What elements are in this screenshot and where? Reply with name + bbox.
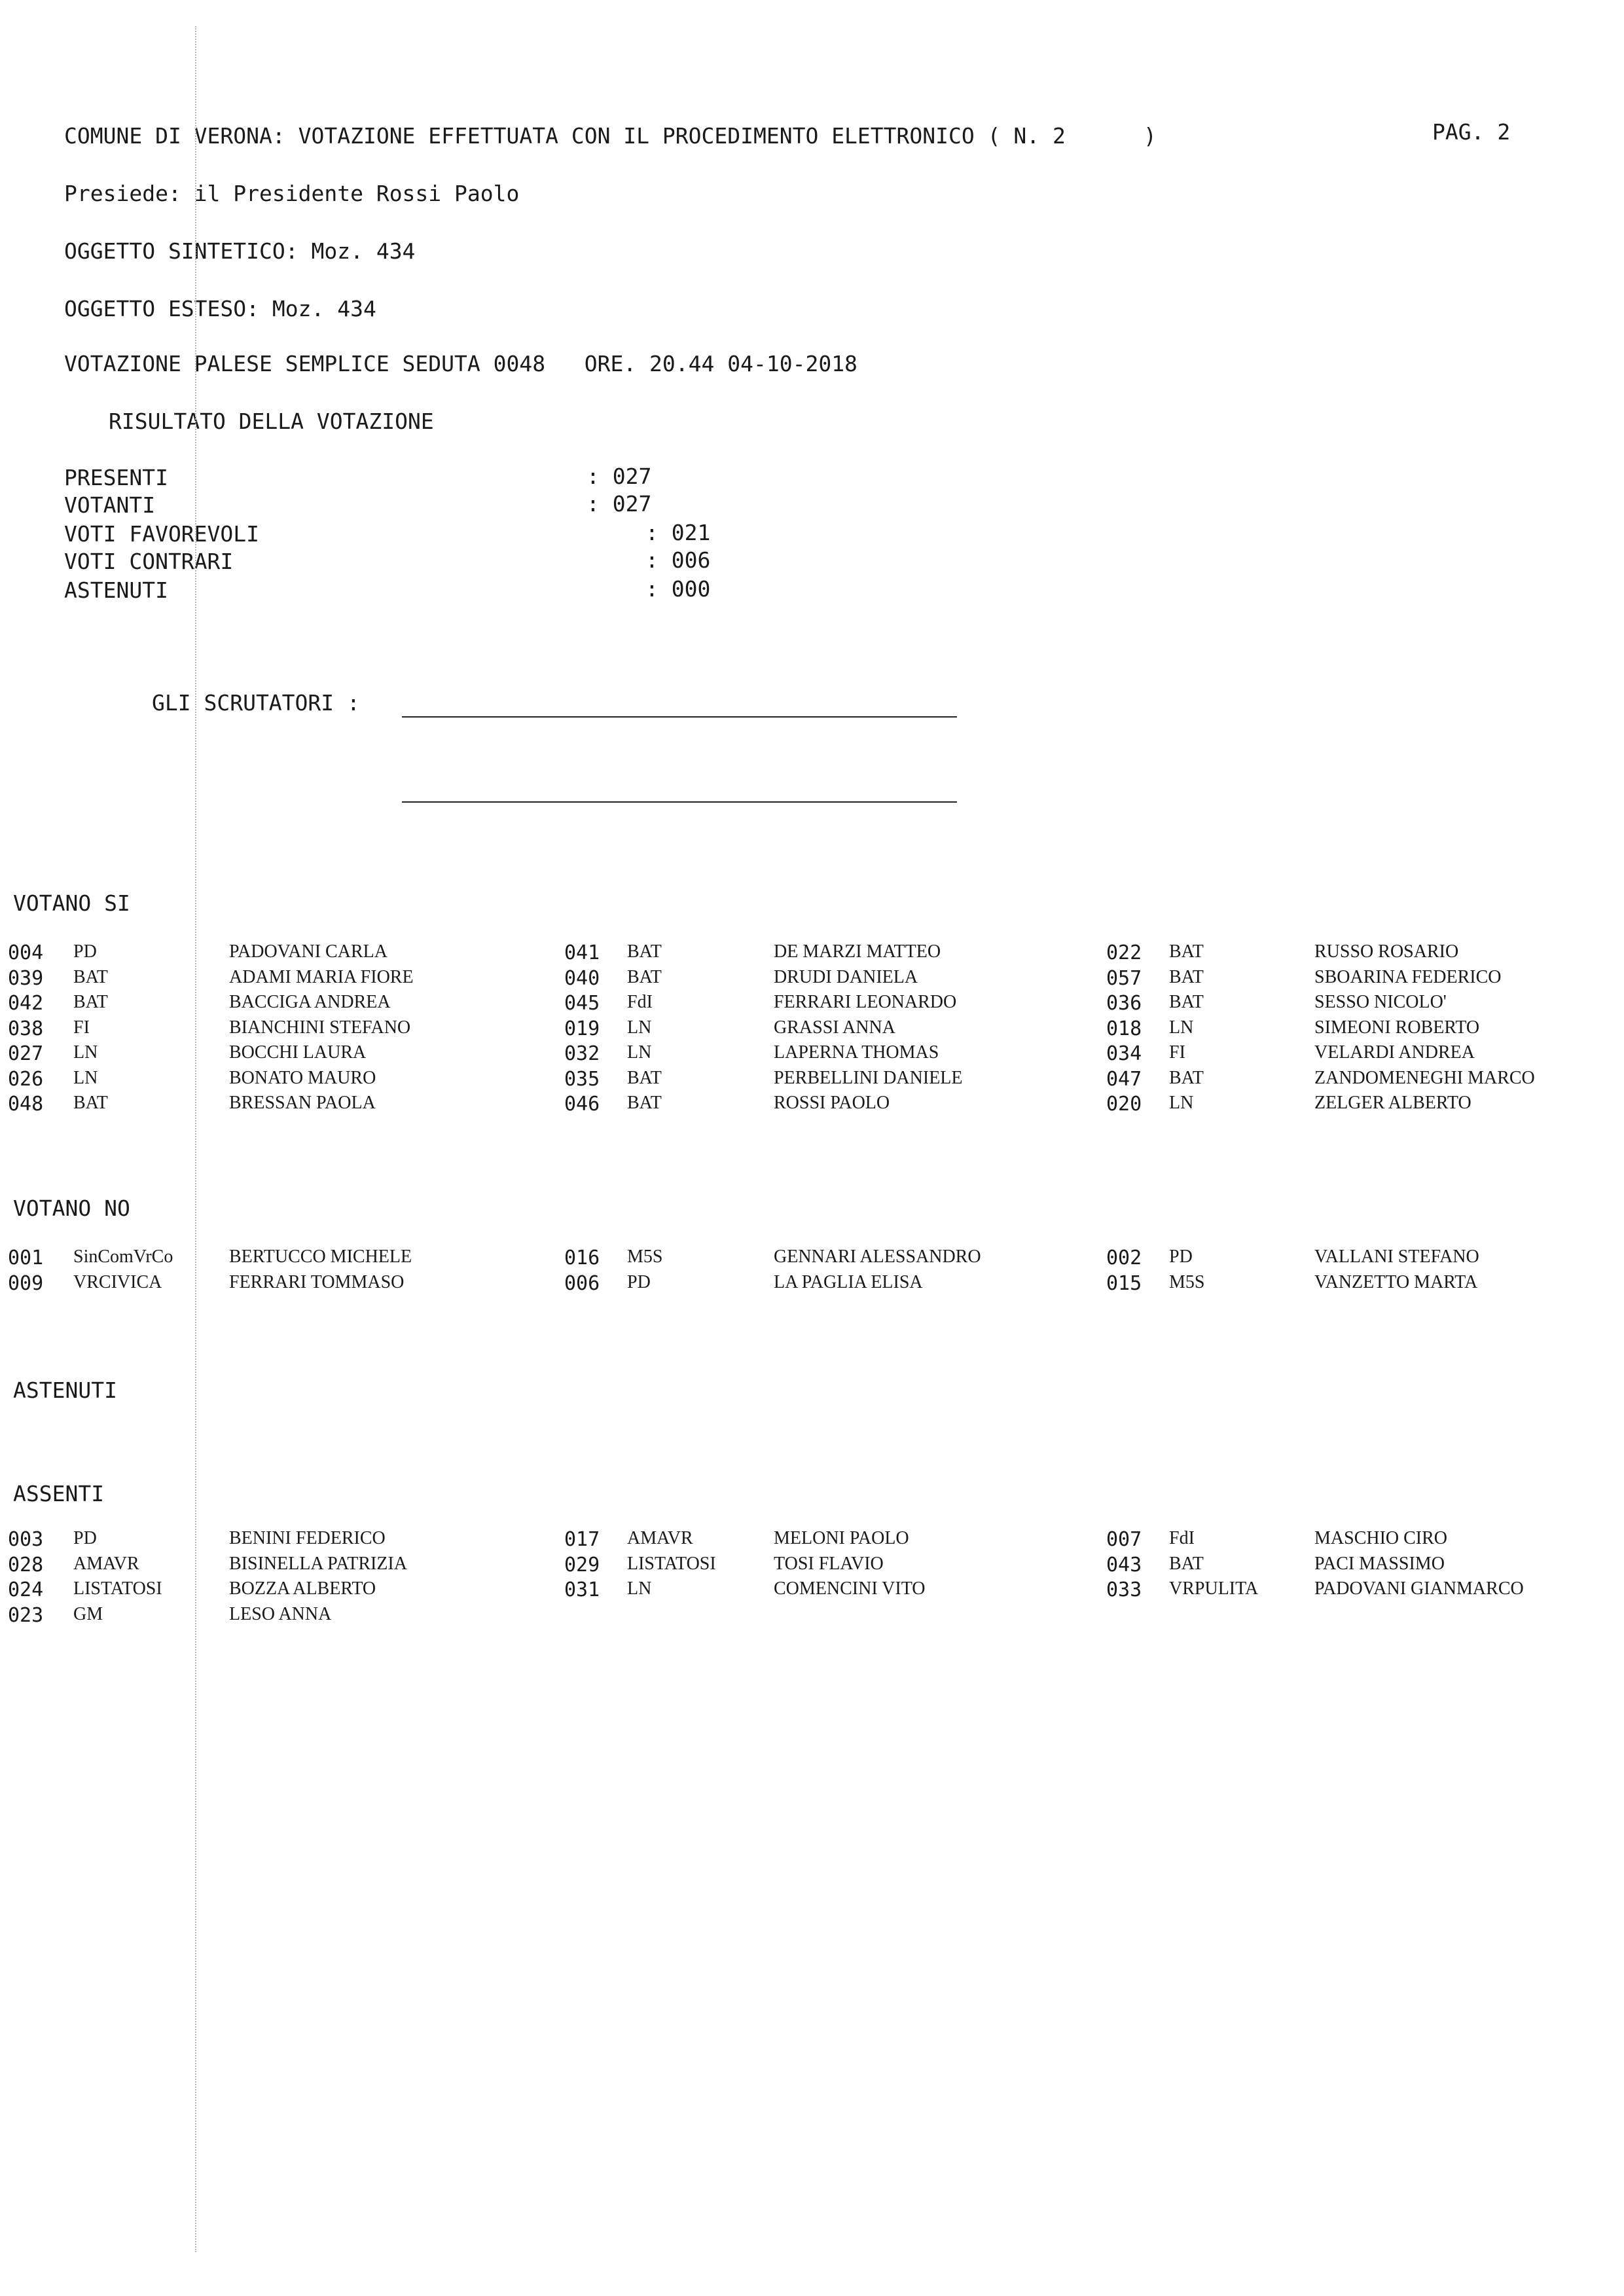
favorevoli-label: VOTI FAVOREVOLI [64, 521, 260, 547]
member-number: 042 [8, 992, 44, 1015]
scrutatori-label: GLI SCRUTATORI : [152, 690, 360, 716]
member-number: 022 [1106, 941, 1142, 964]
member-number: 046 [564, 1093, 600, 1116]
table-row [0, 967, 1624, 992]
member-number: 036 [1106, 992, 1142, 1015]
member-number: 002 [1106, 1247, 1142, 1269]
contrari-value: : 006 [645, 547, 711, 573]
member-name: BOCCHI LAURA [229, 1042, 367, 1063]
member-name: ROSSI PAOLO [774, 1093, 890, 1113]
member-party: LISTATOSI [73, 1578, 162, 1599]
member-number: 043 [1106, 1553, 1142, 1576]
member-number: 031 [564, 1578, 600, 1601]
member-party: FdI [627, 992, 653, 1012]
member-name: VALLANI STEFANO [1314, 1247, 1479, 1267]
member-party: BAT [1169, 992, 1204, 1012]
member-party: BAT [1169, 1553, 1204, 1574]
assenti-title: ASSENTI [13, 1481, 105, 1506]
member-party: GM [73, 1603, 103, 1624]
member-number: 006 [564, 1271, 600, 1295]
member-name: DE MARZI MATTEO [774, 941, 941, 962]
member-party: SinComVrCo [73, 1247, 173, 1267]
member-name: ADAMI MARIA FIORE [229, 966, 414, 987]
table-row [0, 1042, 1624, 1067]
member-number: 028 [8, 1553, 44, 1576]
member-number: 032 [564, 1042, 600, 1065]
table-row [0, 992, 1624, 1017]
member-party: LN [1169, 1093, 1194, 1113]
presiede-line: Presiede: il Presidente Rossi Paolo [64, 181, 520, 206]
member-name: COMENCINI VITO [774, 1578, 926, 1599]
member-party: BAT [627, 966, 662, 987]
member-party: FI [73, 1017, 90, 1038]
member-name: BIANCHINI STEFANO [229, 1017, 411, 1038]
member-number: 016 [564, 1247, 600, 1269]
table-row [0, 1554, 1624, 1578]
member-party: M5S [627, 1247, 663, 1267]
member-party: LN [1169, 1017, 1194, 1038]
votanti-value: : 027 [586, 491, 652, 517]
oggetto-sintetico: OGGETTO SINTETICO: Moz. 434 [64, 238, 416, 264]
member-name: VELARDI ANDREA [1314, 1042, 1475, 1063]
member-name: PACI MASSIMO [1314, 1553, 1445, 1574]
member-number: 027 [8, 1042, 44, 1065]
member-name: MASCHIO CIRO [1314, 1528, 1448, 1548]
member-number: 001 [8, 1247, 44, 1269]
member-number: 007 [1106, 1528, 1142, 1551]
presenti-value: : 027 [586, 464, 652, 489]
member-party: BAT [1169, 966, 1204, 987]
page-number: PAG. 2 [1432, 119, 1511, 145]
member-party: AMAVR [627, 1528, 693, 1548]
scrutatore-signature-line-1 [402, 716, 957, 718]
table-row [0, 1528, 1624, 1553]
table-row [0, 941, 1624, 966]
astenuti-title: ASTENUTI [13, 1377, 117, 1403]
member-name: PADOVANI CARLA [229, 941, 388, 962]
results-heading: RISULTATO DELLA VOTAZIONE [109, 409, 434, 434]
member-name: BENINI FEDERICO [229, 1528, 386, 1548]
member-number: 035 [564, 1067, 600, 1091]
member-number: 020 [1106, 1093, 1142, 1116]
table-row [0, 1272, 1624, 1297]
member-name: VANZETTO MARTA [1314, 1271, 1478, 1292]
member-number: 040 [564, 966, 600, 990]
member-party: LN [627, 1578, 652, 1599]
member-party: LN [73, 1042, 98, 1063]
scrutatore-signature-line-2 [402, 801, 957, 803]
member-number: 004 [8, 941, 44, 964]
member-name: LAPERNA THOMAS [774, 1042, 939, 1063]
member-name: PERBELLINI DANIELE [774, 1067, 963, 1088]
member-party: BAT [73, 1093, 108, 1113]
member-number: 019 [564, 1017, 600, 1040]
member-name: BRESSAN PAOLA [229, 1093, 376, 1113]
member-party: LN [73, 1067, 98, 1088]
member-number: 045 [564, 992, 600, 1015]
member-name: SIMEONI ROBERTO [1314, 1017, 1480, 1038]
member-name: SBOARINA FEDERICO [1314, 966, 1502, 987]
member-number: 009 [8, 1271, 44, 1295]
member-party: PD [73, 1528, 97, 1548]
member-name: SESSO NICOLO' [1314, 992, 1447, 1012]
member-party: VRCIVICA [73, 1271, 162, 1292]
document-title: COMUNE DI VERONA: VOTAZIONE EFFETTUATA CON IL PROCEDIMENTO ELETTRONICO ( N. 2 ) [64, 123, 1157, 149]
astenuti-value: : 000 [645, 576, 711, 602]
member-name: BACCIGA ANDREA [229, 992, 391, 1012]
table-row [0, 1093, 1624, 1118]
member-party: FI [1169, 1042, 1185, 1063]
member-number: 015 [1106, 1271, 1142, 1295]
member-name: GENNARI ALESSANDRO [774, 1247, 981, 1267]
member-number: 057 [1106, 966, 1142, 990]
member-party: VRPULITA [1169, 1578, 1259, 1599]
member-party: BAT [1169, 1067, 1204, 1088]
member-party: BAT [73, 992, 108, 1012]
member-name: FERRARI TOMMASO [229, 1271, 405, 1292]
member-name: GRASSI ANNA [774, 1017, 895, 1038]
member-party: FdI [1169, 1528, 1195, 1548]
member-party: BAT [627, 941, 662, 962]
votano-si-title: VOTANO SI [13, 890, 130, 916]
presenti-label: PRESENTI [64, 465, 168, 490]
member-number: 018 [1106, 1017, 1142, 1040]
member-number: 017 [564, 1528, 600, 1551]
member-number: 033 [1106, 1578, 1142, 1601]
oggetto-esteso: OGGETTO ESTESO: Moz. 434 [64, 296, 376, 321]
member-number: 039 [8, 966, 44, 990]
member-name: BISINELLA PATRIZIA [229, 1553, 407, 1574]
member-name: TOSI FLAVIO [774, 1553, 884, 1574]
member-party: BAT [627, 1067, 662, 1088]
member-name: MELONI PAOLO [774, 1528, 909, 1548]
table-row [0, 1017, 1624, 1042]
member-name: RUSSO ROSARIO [1314, 941, 1459, 962]
votazione-line: VOTAZIONE PALESE SEMPLICE SEDUTA 0048 ORE. 20.44 04-10-2018 [64, 351, 857, 376]
member-party: BAT [627, 1093, 662, 1113]
member-number: 048 [8, 1093, 44, 1116]
member-party: PD [73, 941, 97, 962]
member-name: ZELGER ALBERTO [1314, 1093, 1471, 1113]
votano-no-title: VOTANO NO [13, 1195, 130, 1221]
table-row [0, 1578, 1624, 1603]
member-name: BOZZA ALBERTO [229, 1578, 376, 1599]
member-name: DRUDI DANIELA [774, 966, 918, 987]
table-row [0, 1068, 1624, 1093]
votanti-label: VOTANTI [64, 492, 156, 518]
member-name: BERTUCCO MICHELE [229, 1247, 412, 1267]
member-party: BAT [73, 966, 108, 987]
table-row [0, 1604, 1624, 1629]
member-party: M5S [1169, 1271, 1205, 1292]
member-name: BONATO MAURO [229, 1067, 376, 1088]
member-number: 041 [564, 941, 600, 964]
member-party: LN [627, 1042, 652, 1063]
member-party: BAT [1169, 941, 1204, 962]
member-number: 034 [1106, 1042, 1142, 1065]
member-party: LISTATOSI [627, 1553, 716, 1574]
table-row [0, 1247, 1624, 1271]
contrari-label: VOTI CONTRARI [64, 549, 234, 574]
member-party: PD [627, 1271, 651, 1292]
member-name: LA PAGLIA ELISA [774, 1271, 923, 1292]
member-name: LESO ANNA [229, 1603, 332, 1624]
favorevoli-value: : 021 [645, 520, 711, 545]
astenuti-label: ASTENUTI [64, 577, 168, 603]
member-name: PADOVANI GIANMARCO [1314, 1578, 1524, 1599]
member-number: 023 [8, 1603, 44, 1627]
member-name: FERRARI LEONARDO [774, 992, 957, 1012]
member-party: AMAVR [73, 1553, 139, 1574]
member-number: 026 [8, 1067, 44, 1091]
member-number: 024 [8, 1578, 44, 1601]
member-party: LN [627, 1017, 652, 1038]
member-party: PD [1169, 1247, 1193, 1267]
member-number: 038 [8, 1017, 44, 1040]
scan-fold-line [195, 26, 198, 2252]
member-number: 029 [564, 1553, 600, 1576]
member-number: 047 [1106, 1067, 1142, 1091]
member-name: ZANDOMENEGHI MARCO [1314, 1067, 1535, 1088]
member-number: 003 [8, 1528, 44, 1551]
